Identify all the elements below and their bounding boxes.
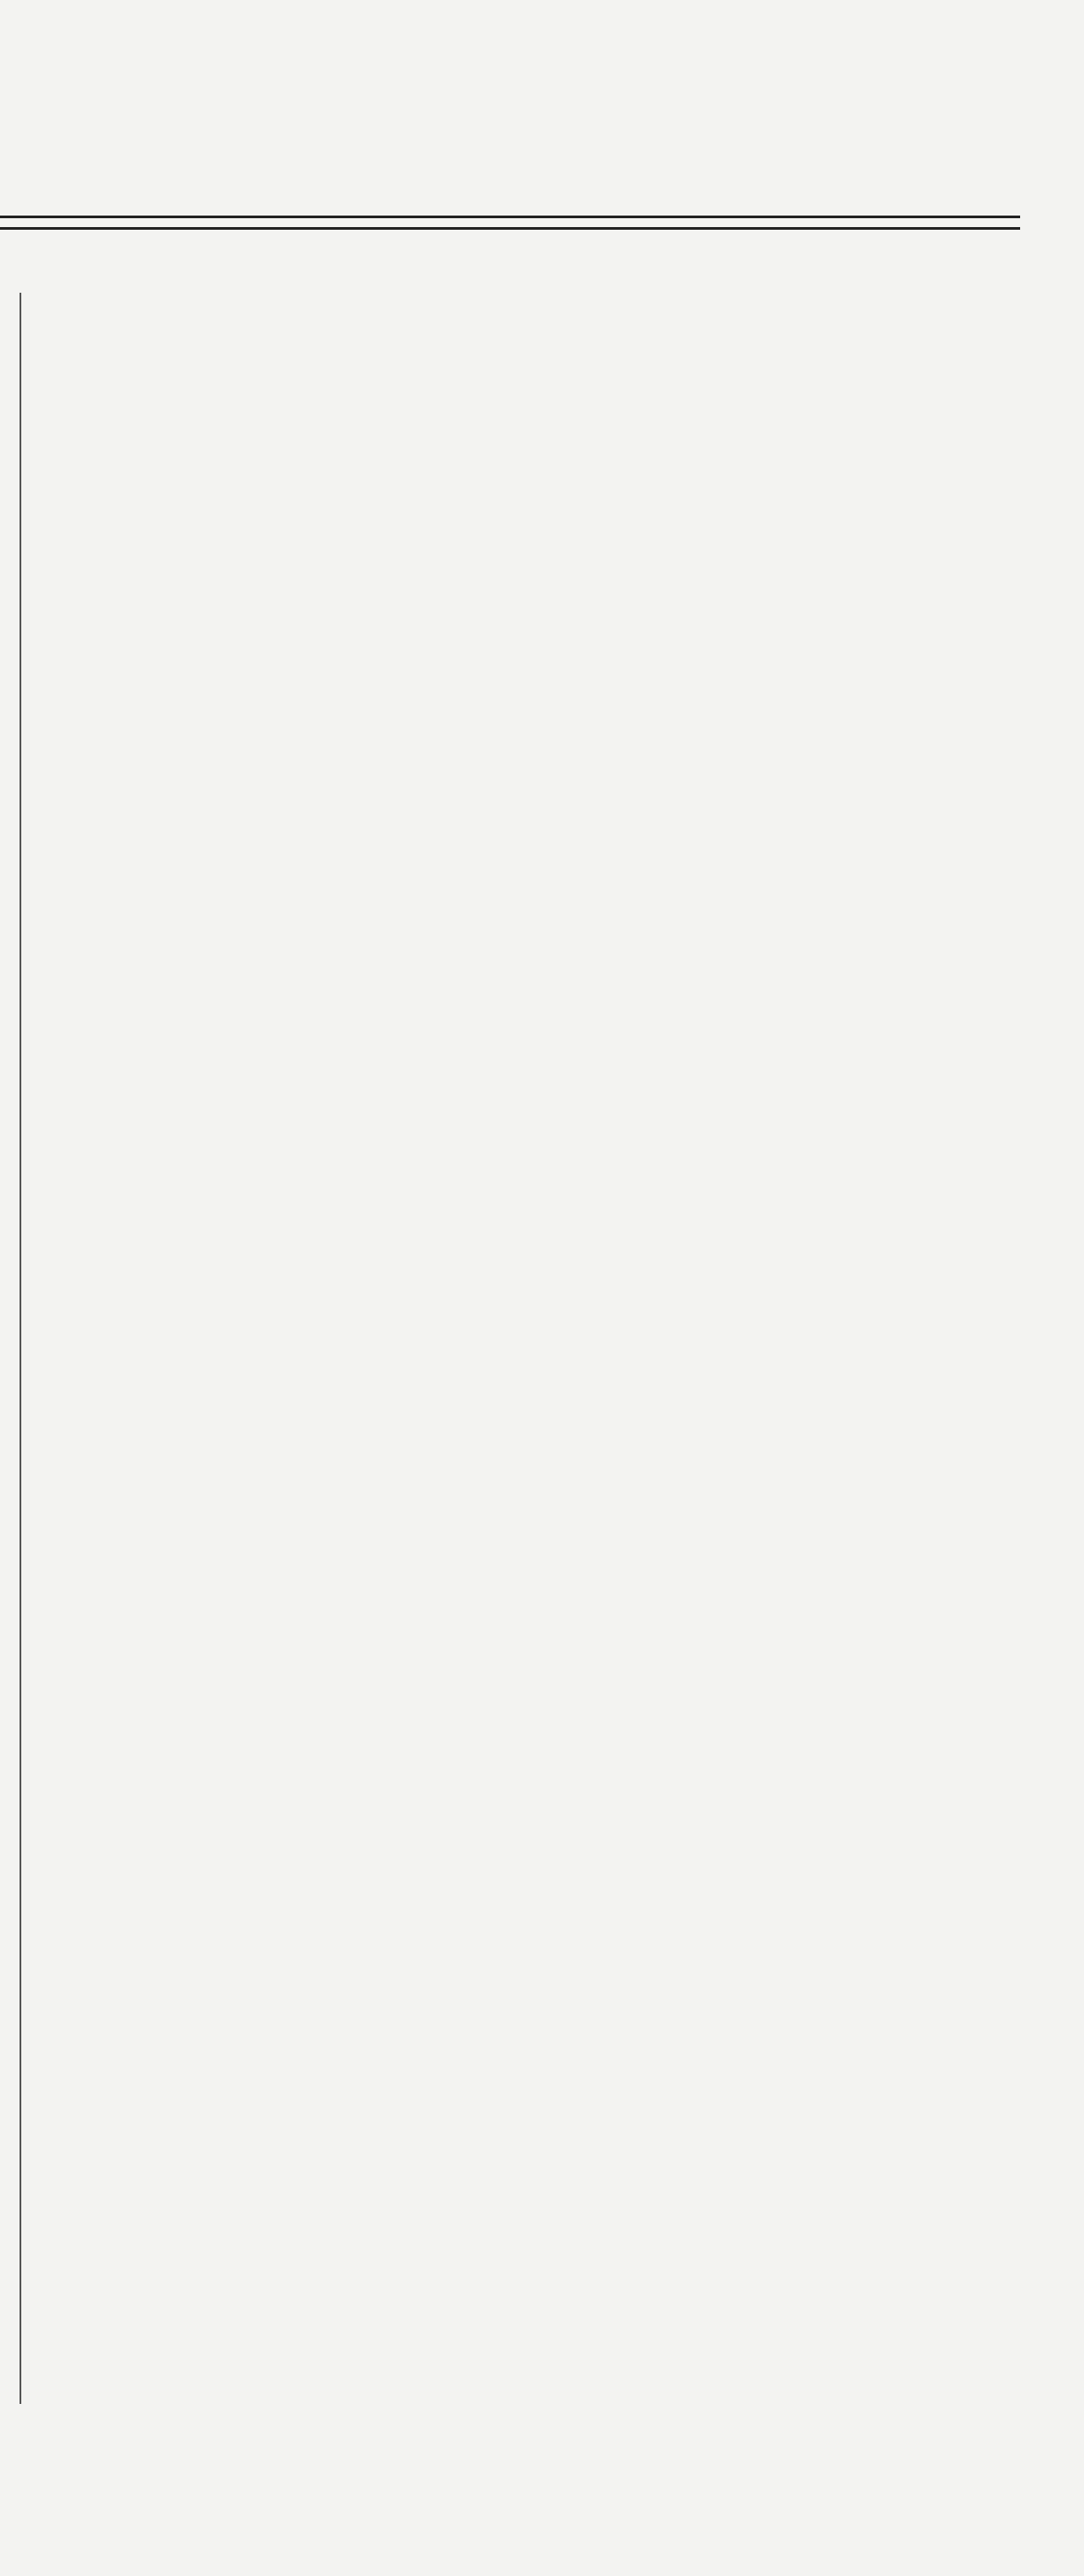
left-margin-rule <box>20 293 21 2404</box>
header-rule <box>0 216 1020 218</box>
answer-content <box>105 284 992 287</box>
header-rule <box>0 227 1020 230</box>
